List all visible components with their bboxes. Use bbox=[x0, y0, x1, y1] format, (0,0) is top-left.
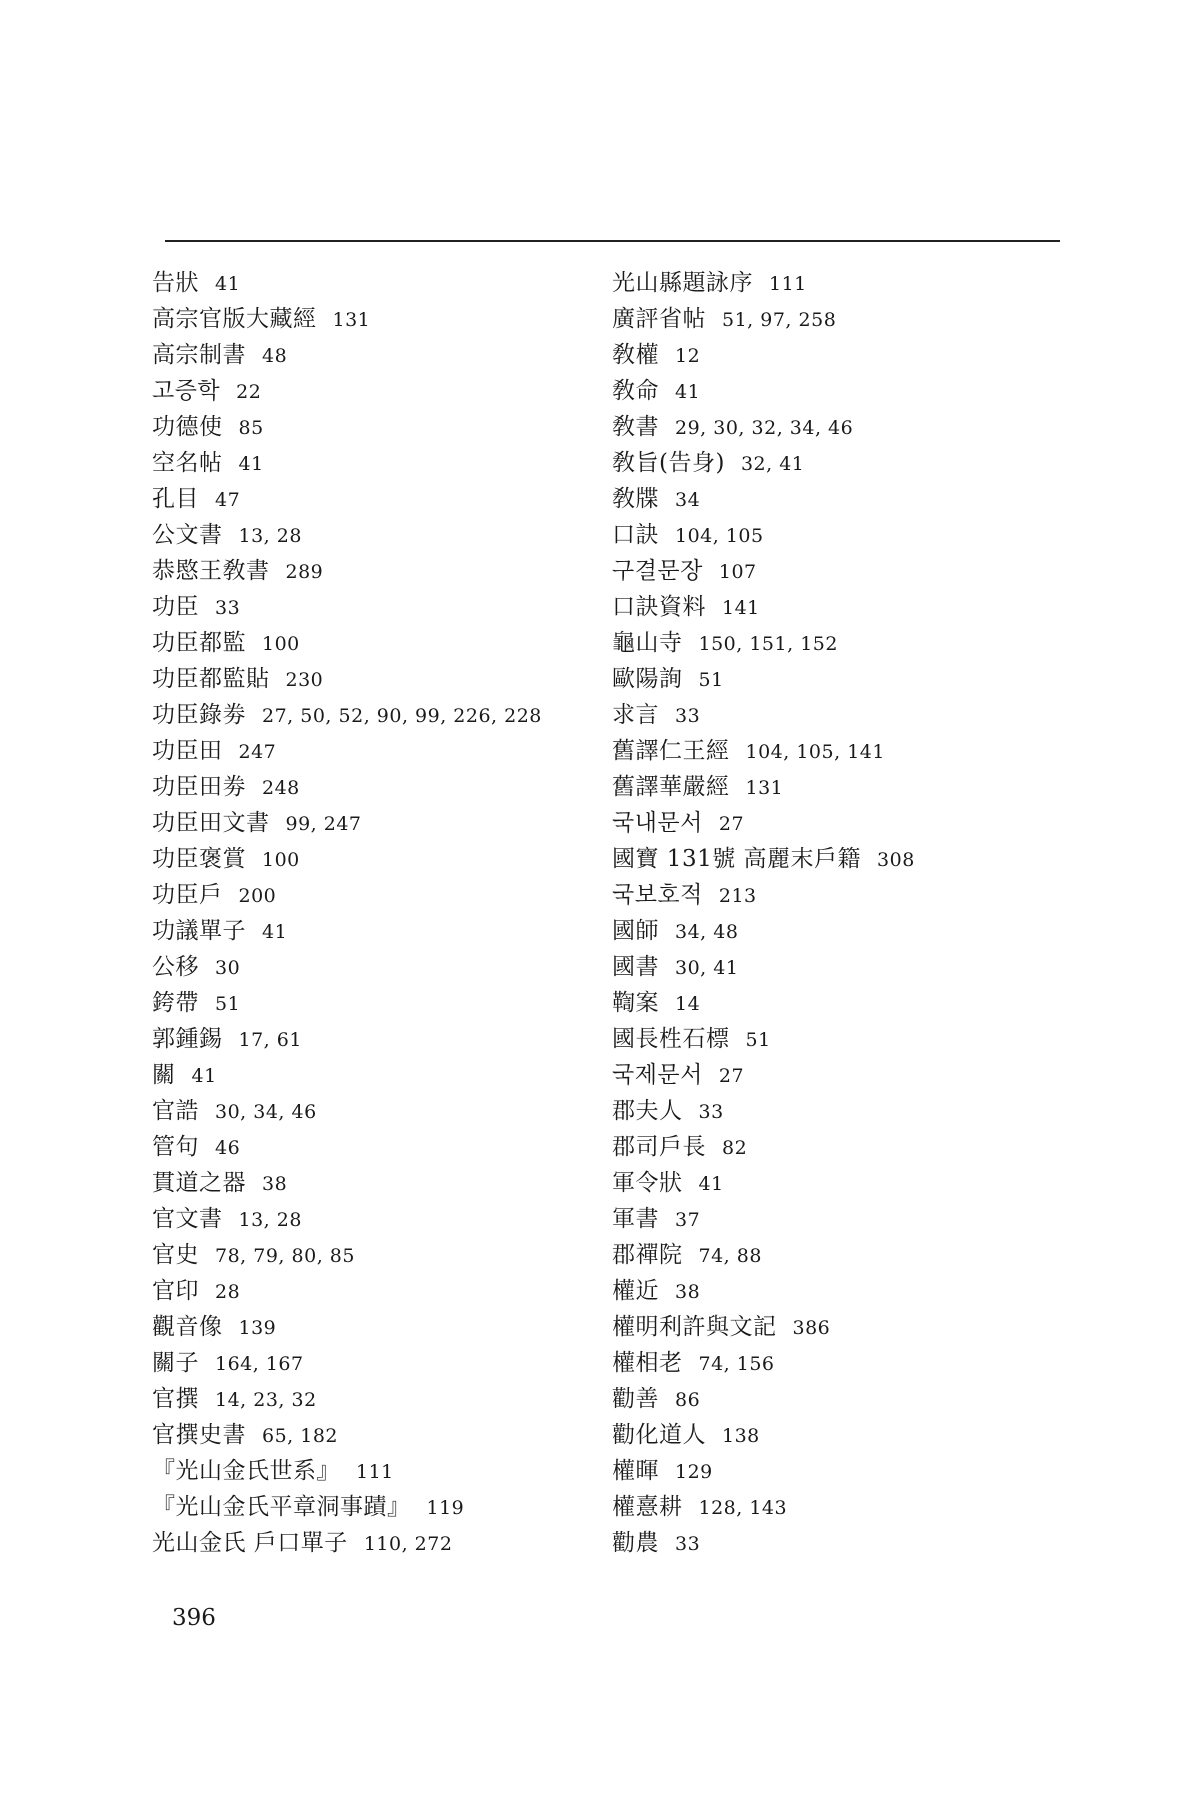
index-entry bbox=[152, 265, 582, 301]
index-entry bbox=[152, 373, 582, 409]
index-entry bbox=[152, 1345, 582, 1381]
index-term: 功臣都監 bbox=[152, 630, 246, 656]
index-entry bbox=[612, 373, 1082, 409]
index-entry bbox=[612, 985, 1082, 1021]
index-term: 功臣田文書 bbox=[152, 810, 270, 836]
index-pages: 41 bbox=[238, 453, 264, 475]
index-entry bbox=[612, 769, 1082, 805]
index-entry bbox=[152, 1201, 582, 1237]
index-term: 『光山金氏平章洞事蹟』 bbox=[152, 1494, 411, 1520]
index-term: 官史 bbox=[152, 1242, 199, 1268]
index-entry bbox=[152, 949, 582, 985]
index-pages: 131 bbox=[332, 309, 371, 331]
index-pages: 213 bbox=[718, 885, 757, 907]
index-entry bbox=[612, 589, 1082, 625]
index-entry bbox=[612, 841, 1082, 877]
index-term: 功臣田劵 bbox=[152, 774, 246, 800]
index-pages: 41 bbox=[675, 381, 701, 403]
index-column-right bbox=[612, 265, 1082, 1561]
index-term: 軍令狀 bbox=[612, 1170, 683, 1196]
index-pages: 107 bbox=[718, 561, 757, 583]
index-term: 空名帖 bbox=[152, 450, 223, 476]
index-term: 功臣都監貼 bbox=[152, 666, 270, 692]
index-entry bbox=[612, 1453, 1082, 1489]
index-entry bbox=[612, 1489, 1082, 1525]
index-term: 舊譯仁王經 bbox=[612, 738, 730, 764]
index-entry bbox=[152, 445, 582, 481]
index-term: 歐陽詢 bbox=[612, 666, 683, 692]
index-entry bbox=[612, 1381, 1082, 1417]
page-number: 396 bbox=[172, 1605, 216, 1631]
index-entry bbox=[612, 1273, 1082, 1309]
index-pages: 100 bbox=[262, 633, 300, 655]
index-pages: 110, 272 bbox=[363, 1533, 453, 1555]
index-entry bbox=[612, 1417, 1082, 1453]
top-rule bbox=[165, 240, 1060, 242]
index-pages: 131 bbox=[745, 777, 784, 799]
index-pages: 74, 88 bbox=[698, 1245, 762, 1267]
index-term: 勸農 bbox=[612, 1530, 659, 1556]
index-pages: 51 bbox=[745, 1029, 771, 1051]
index-term: 敎命 bbox=[612, 378, 659, 404]
index-term: 국내문서 bbox=[612, 810, 703, 836]
index-term: 求言 bbox=[612, 702, 659, 728]
index-entry bbox=[152, 661, 582, 697]
index-entry bbox=[612, 445, 1082, 481]
index-entry bbox=[152, 841, 582, 877]
index-pages: 13, 28 bbox=[238, 525, 302, 547]
index-term: 恭愍王敎書 bbox=[152, 558, 270, 584]
index-entry bbox=[152, 1093, 582, 1129]
index-term: 勸化道人 bbox=[612, 1422, 706, 1448]
index-term: 關子 bbox=[152, 1350, 199, 1376]
index-term: 功臣戶 bbox=[152, 882, 223, 908]
index-pages: 37 bbox=[675, 1209, 701, 1231]
index-term: 貫道之器 bbox=[152, 1170, 246, 1196]
index-term: 官撰史書 bbox=[152, 1422, 246, 1448]
index-entry bbox=[612, 1093, 1082, 1129]
index-pages: 139 bbox=[238, 1317, 277, 1339]
index-pages: 30 bbox=[215, 957, 241, 979]
index-term: 高宗制書 bbox=[152, 342, 246, 368]
index-pages: 32, 41 bbox=[740, 453, 805, 475]
index-term: 敎旨(告身) bbox=[612, 450, 725, 476]
index-term: 郭鍾錫 bbox=[152, 1026, 223, 1052]
index-pages: 47 bbox=[215, 489, 241, 511]
index-entry bbox=[152, 1057, 582, 1093]
index-term: 敎書 bbox=[612, 414, 659, 440]
index-term: 權明利許與文記 bbox=[612, 1314, 777, 1340]
index-pages: 33 bbox=[675, 1533, 701, 1555]
index-entry bbox=[152, 1489, 582, 1525]
index-term: 鞫案 bbox=[612, 990, 659, 1016]
index-term: 公移 bbox=[152, 954, 199, 980]
index-entry bbox=[152, 589, 582, 625]
index-pages: 51, 97, 258 bbox=[722, 309, 837, 331]
index-entry bbox=[612, 697, 1082, 733]
index-term: 官文書 bbox=[152, 1206, 223, 1232]
index-pages: 27 bbox=[718, 813, 745, 835]
index-entry bbox=[612, 733, 1082, 769]
index-entry bbox=[152, 913, 582, 949]
index-entry bbox=[612, 1165, 1082, 1201]
index-term: 『光山金氏世系』 bbox=[152, 1458, 340, 1484]
index-pages: 17, 61 bbox=[238, 1029, 302, 1051]
index-entry bbox=[612, 661, 1082, 697]
index-pages: 48 bbox=[262, 345, 288, 367]
index-entry bbox=[612, 517, 1082, 553]
index-term: 官誥 bbox=[152, 1098, 199, 1124]
index-term: 國寶 131號 高麗末戶籍 bbox=[612, 846, 862, 872]
index-term: 國長栍石標 bbox=[612, 1026, 730, 1052]
index-entry bbox=[152, 1129, 582, 1165]
index-pages: 164, 167 bbox=[215, 1353, 304, 1375]
index-entry bbox=[152, 517, 582, 553]
index-entry bbox=[152, 1381, 582, 1417]
index-term: 國書 bbox=[612, 954, 659, 980]
index-entry bbox=[152, 985, 582, 1021]
index-term: 告狀 bbox=[152, 270, 199, 296]
index-pages: 29, 30, 32, 34, 46 bbox=[675, 417, 854, 439]
index-term: 功臣褒賞 bbox=[152, 846, 246, 872]
index-entry bbox=[152, 877, 582, 913]
index-pages: 34 bbox=[675, 489, 701, 511]
index-entry bbox=[152, 1417, 582, 1453]
index-pages: 150, 151, 152 bbox=[698, 633, 838, 655]
index-pages: 38 bbox=[675, 1281, 701, 1303]
index-entry bbox=[152, 769, 582, 805]
index-pages: 30, 41 bbox=[675, 957, 739, 979]
index-pages: 78, 79, 80, 85 bbox=[215, 1245, 355, 1267]
index-entry bbox=[612, 877, 1082, 913]
index-pages: 33 bbox=[675, 705, 701, 727]
index-pages: 51 bbox=[215, 993, 241, 1015]
index-entry bbox=[152, 337, 582, 373]
index-pages: 119 bbox=[426, 1497, 465, 1519]
index-term: 權憙耕 bbox=[612, 1494, 683, 1520]
index-entry bbox=[612, 1309, 1082, 1345]
index-pages: 111 bbox=[769, 273, 807, 295]
index-pages: 12 bbox=[675, 345, 701, 367]
index-column-left bbox=[152, 265, 582, 1561]
index-entry bbox=[152, 1273, 582, 1309]
index-term: 敎權 bbox=[612, 342, 659, 368]
index-term: 權暉 bbox=[612, 1458, 659, 1484]
index-entry bbox=[612, 553, 1082, 589]
index-entry bbox=[612, 409, 1082, 445]
index-entry bbox=[612, 1237, 1082, 1273]
index-pages: 99, 247 bbox=[285, 813, 362, 835]
index-pages: 200 bbox=[238, 885, 277, 907]
index-entry bbox=[612, 265, 1082, 301]
index-term: 光山縣題詠序 bbox=[612, 270, 753, 296]
index-term: 郡禪院 bbox=[612, 1242, 683, 1268]
index-pages: 33 bbox=[215, 597, 241, 619]
index-entry bbox=[152, 697, 582, 733]
index-term: 高宗官版大藏經 bbox=[152, 306, 317, 332]
index-pages: 230 bbox=[285, 669, 324, 691]
index-term: 口訣 bbox=[612, 522, 659, 548]
index-term: 국제문서 bbox=[612, 1062, 703, 1088]
index-pages: 28 bbox=[215, 1281, 241, 1303]
index-entry bbox=[612, 1129, 1082, 1165]
index-term: 功議單子 bbox=[152, 918, 246, 944]
index-entry bbox=[612, 805, 1082, 841]
index-entry bbox=[612, 1525, 1082, 1561]
index-entry bbox=[152, 1237, 582, 1273]
index-entry bbox=[152, 1021, 582, 1057]
index-term: 權近 bbox=[612, 1278, 659, 1304]
index-term: 關 bbox=[152, 1062, 176, 1088]
index-entry bbox=[152, 1525, 582, 1561]
index-term: 국보호적 bbox=[612, 882, 703, 908]
index-pages: 34, 48 bbox=[675, 921, 739, 943]
index-term: 孔目 bbox=[152, 486, 199, 512]
index-pages: 41 bbox=[698, 1173, 724, 1195]
index-pages: 86 bbox=[675, 1389, 701, 1411]
index-entry bbox=[612, 1201, 1082, 1237]
index-pages: 22 bbox=[236, 381, 262, 403]
index-pages: 141 bbox=[722, 597, 760, 619]
index-pages: 41 bbox=[215, 273, 241, 295]
index-pages: 30, 34, 46 bbox=[215, 1101, 317, 1123]
index-pages: 41 bbox=[191, 1065, 217, 1087]
index-term: 銙帶 bbox=[152, 990, 199, 1016]
index-pages: 74, 156 bbox=[698, 1353, 775, 1375]
index-pages: 14, 23, 32 bbox=[215, 1389, 317, 1411]
index-term: 郡夫人 bbox=[612, 1098, 683, 1124]
index-pages: 386 bbox=[792, 1317, 831, 1339]
index-term: 廣評省帖 bbox=[612, 306, 706, 332]
index-pages: 138 bbox=[722, 1425, 760, 1447]
index-entry bbox=[612, 949, 1082, 985]
index-term: 龜山寺 bbox=[612, 630, 683, 656]
index-pages: 247 bbox=[238, 741, 277, 763]
index-pages: 104, 105, 141 bbox=[745, 741, 885, 763]
index-entry bbox=[152, 481, 582, 517]
index-pages: 128, 143 bbox=[698, 1497, 788, 1519]
index-term: 郡司戶長 bbox=[612, 1134, 706, 1160]
index-term: 勸善 bbox=[612, 1386, 659, 1412]
index-entry bbox=[612, 1021, 1082, 1057]
index-term: 口訣資料 bbox=[612, 594, 706, 620]
index-pages: 46 bbox=[215, 1137, 241, 1159]
index-pages: 85 bbox=[238, 417, 264, 439]
index-entry bbox=[152, 1309, 582, 1345]
index-pages: 129 bbox=[675, 1461, 713, 1483]
index-pages: 104, 105 bbox=[675, 525, 764, 547]
index-pages: 51 bbox=[698, 669, 724, 691]
index-pages: 41 bbox=[262, 921, 288, 943]
index-pages: 248 bbox=[262, 777, 300, 799]
index-term: 國師 bbox=[612, 918, 659, 944]
index-pages: 13, 28 bbox=[238, 1209, 302, 1231]
index-term: 功臣錄劵 bbox=[152, 702, 246, 728]
index-term: 功臣田 bbox=[152, 738, 223, 764]
index-term: 구결문장 bbox=[612, 558, 703, 584]
index-entry bbox=[152, 553, 582, 589]
index-term: 管句 bbox=[152, 1134, 199, 1160]
index-term: 觀音像 bbox=[152, 1314, 223, 1340]
index-entry bbox=[152, 805, 582, 841]
index-entry bbox=[152, 301, 582, 337]
index-entry bbox=[152, 733, 582, 769]
index-term: 功德使 bbox=[152, 414, 223, 440]
index-term: 權相老 bbox=[612, 1350, 683, 1376]
index-entry bbox=[612, 1345, 1082, 1381]
index-pages: 111 bbox=[356, 1461, 394, 1483]
index-entry bbox=[612, 625, 1082, 661]
index-term: 公文書 bbox=[152, 522, 223, 548]
index-term: 敎牒 bbox=[612, 486, 659, 512]
index-pages: 38 bbox=[262, 1173, 288, 1195]
index-entry bbox=[152, 409, 582, 445]
index-pages: 82 bbox=[722, 1137, 748, 1159]
index-term: 官撰 bbox=[152, 1386, 199, 1412]
index-term: 功臣 bbox=[152, 594, 199, 620]
index-entry bbox=[612, 337, 1082, 373]
index-pages: 308 bbox=[877, 849, 915, 871]
index-entry bbox=[152, 1453, 582, 1489]
index-term: 舊譯華嚴經 bbox=[612, 774, 730, 800]
index-term: 官印 bbox=[152, 1278, 199, 1304]
index-entry bbox=[152, 625, 582, 661]
index-entry bbox=[152, 1165, 582, 1201]
index-term: 고증학 bbox=[152, 378, 221, 404]
index-term: 軍書 bbox=[612, 1206, 659, 1232]
index-pages: 33 bbox=[698, 1101, 724, 1123]
index-entry bbox=[612, 913, 1082, 949]
index-term: 光山金氏 戶口單子 bbox=[152, 1530, 348, 1556]
index-pages: 100 bbox=[262, 849, 300, 871]
index-entry bbox=[612, 301, 1082, 337]
index-pages: 289 bbox=[285, 561, 324, 583]
index-pages: 14 bbox=[675, 993, 701, 1015]
index-pages: 65, 182 bbox=[262, 1425, 339, 1447]
index-pages: 27, 50, 52, 90, 99, 226, 228 bbox=[262, 705, 542, 727]
index-entry bbox=[612, 1057, 1082, 1093]
index-entry bbox=[612, 481, 1082, 517]
index-pages: 27 bbox=[718, 1065, 745, 1087]
